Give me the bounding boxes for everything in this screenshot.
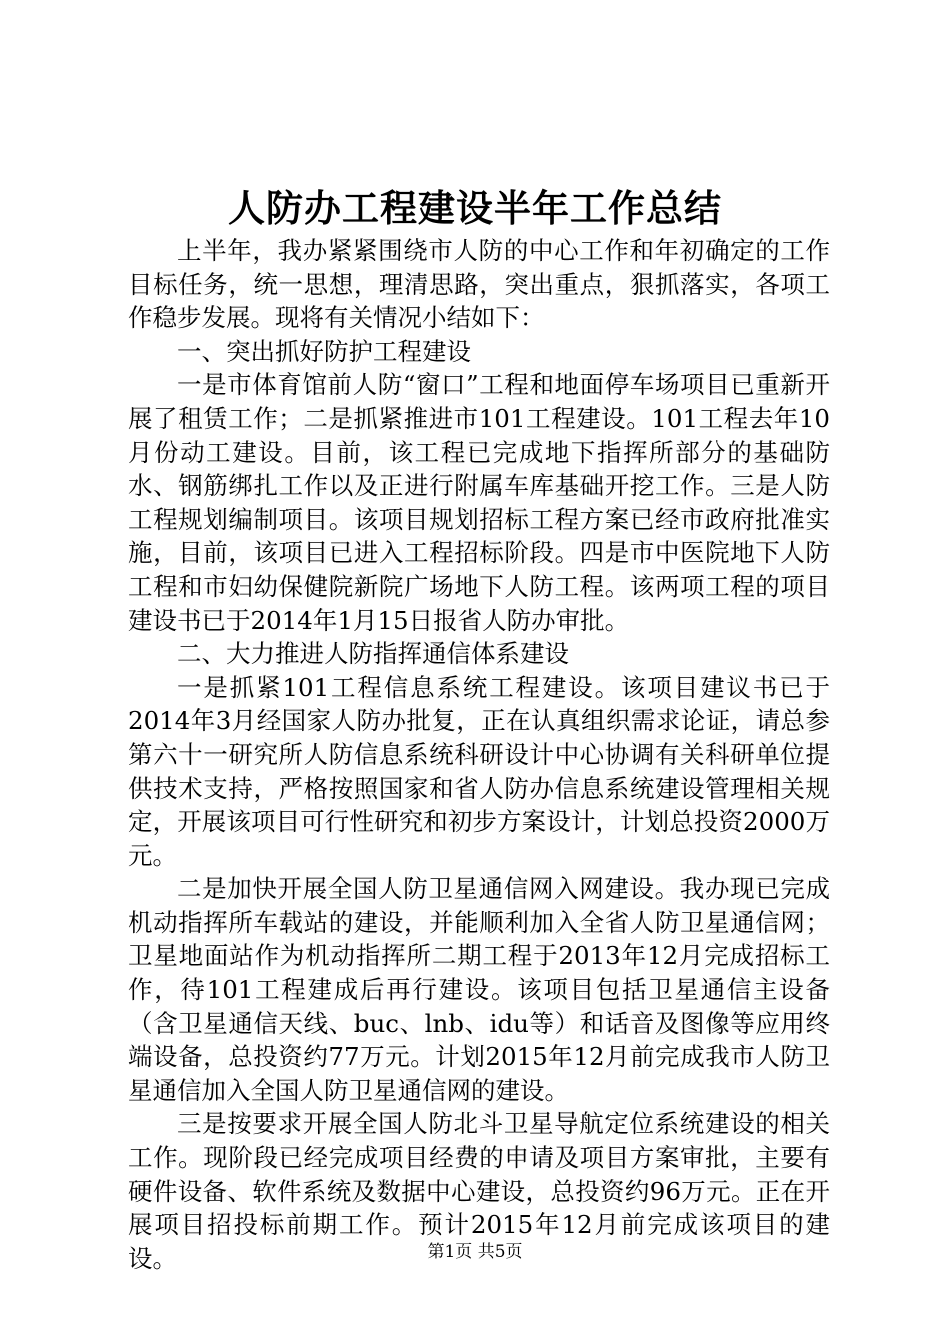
- section-heading-1: 一、突出抓好防护工程建设: [177, 336, 471, 366]
- section-2-paragraph-3: 三是按要求开展全国人防北斗卫星导航定位系统建设的相关工作。现阶段已经完成项目经费的申请及项目方案审批，主要有硬件设备、软件系统及数据中心建设，总投资约96万元。正在开展项目招投标前期工作。预计2015年12月前完成该项目的建设。: [128, 1109, 830, 1273]
- page-footer: 第1页 共5页: [427, 1242, 523, 1262]
- document-body: [128, 234, 830, 1275]
- section-heading-2: 二、大力推进人防指挥通信体系建设: [177, 639, 569, 669]
- section-1-paragraph: 一是市体育馆前人防“窗口”工程和地面停车场项目已重新开展了租赁工作；二是抓紧推进市101工程建设。101工程去年10月份动工建设。目前，该工程已完成地下指挥所部分的基础防水、钢筋绑扎工作以及正进行附属车库基础开挖工作。三是人防工程规划编制项目。该项目规划招标工程方案已经市政府批准实施，目前，该项目已进入工程招标阶段。四是市中医院地下人防工程和市妇幼保健院新院广场地下人防工程。该两项工程的项目建设书已于2014年1月15日报省人防办审批。: [128, 370, 830, 635]
- section-2-paragraph-2: 二是加快开展全国人防卫星通信网入网建设。我办现已完成机动指挥所车载站的建设，并能顺利加入全省人防卫星通信网；卫星地面站作为机动指挥所二期工程于2013年12月完成招标工作，待101工程建成后再行建设。该项目包括卫星通信主设备（含卫星通信天线、buc、lnb、idu等）和话音及图像等应用终端设备，总投资约77万元。计划2015年12月前完成我市人防卫星通信加入全国人防卫星通信网的建设。: [128, 874, 830, 1105]
- document-title: 人防办工程建设半年工作总结: [228, 186, 722, 230]
- section-2-paragraph-1: 一是抓紧101工程信息系统工程建设。该项目建议书已于2014年3月经国家人防办批复，正在认真组织需求论证，请总参第六十一研究所人防信息系统科研设计中心协调有关科研单位提供技术支持，严格按照国家和省人防办信息系统建设管理相关规定，开展该项目可行性研究和初步方案设计，计划总投资2000万元。: [128, 672, 830, 870]
- intro-paragraph: 上半年，我办紧紧围绕市人防的中心工作和年初确定的工作目标任务，统一思想，理清思路，突出重点，狠抓落实，各项工作稳步发展。现将有关情况小结如下：: [128, 236, 830, 333]
